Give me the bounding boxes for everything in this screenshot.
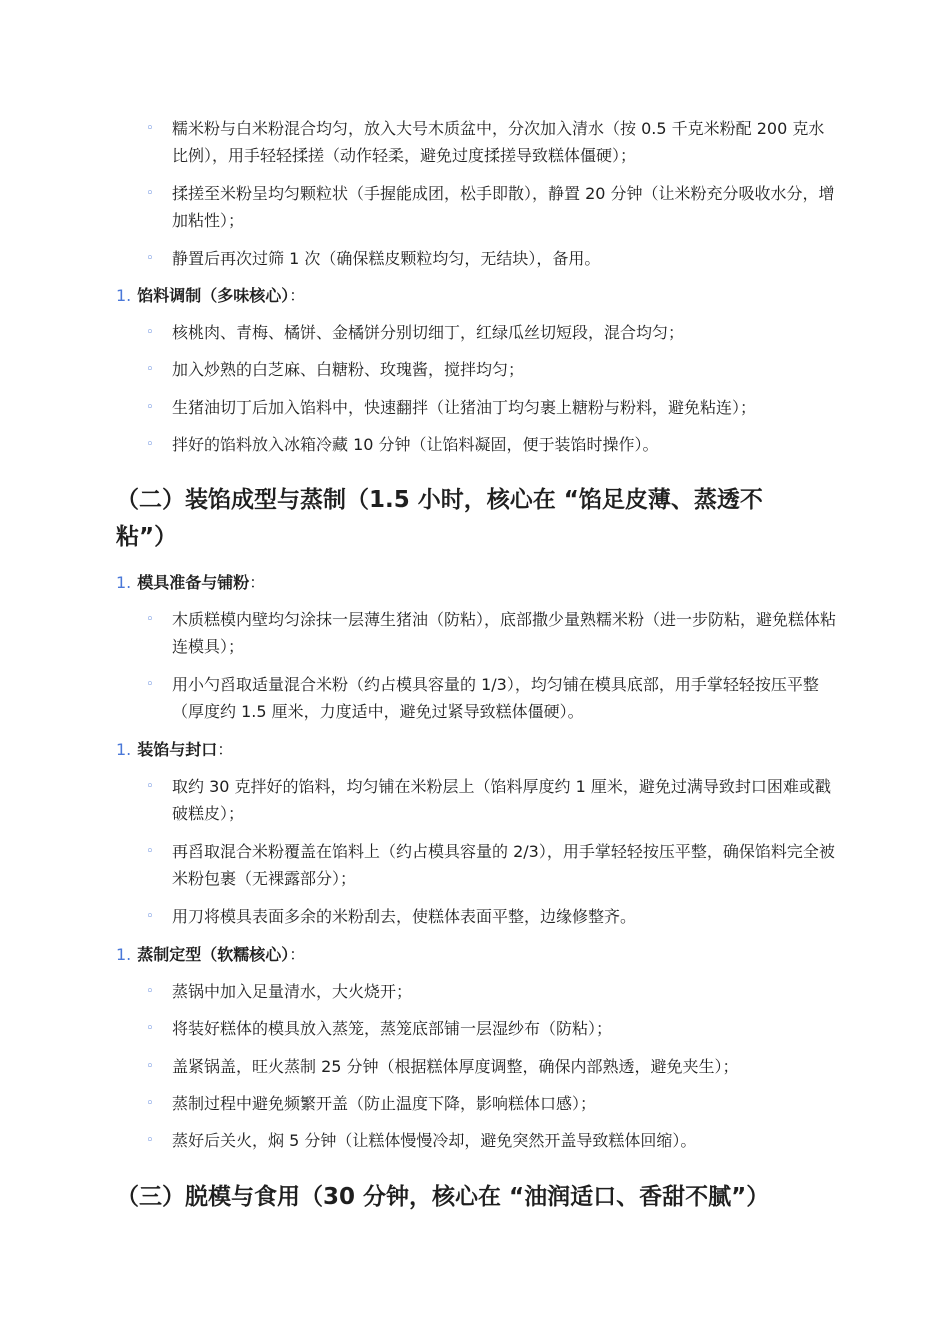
list-item: ◦ 木质糕模内壁均匀涂抹一层薄生猪油（防粘），底部撒少量熟糯米粉（进一步防粘，避免糕体粘连模具）； [172, 606, 838, 660]
list-number: 1. [116, 573, 132, 592]
list-item: ◦ 蒸好后关火，焖 5 分钟（让糕体慢慢冷却，避免突然开盖导致糕体回缩）。 [172, 1127, 838, 1154]
numbered-heading-steam [116, 941, 305, 968]
list-title: 蒸制定型（软糯核心） [137, 945, 290, 964]
list-colon: ： [217, 740, 234, 759]
list-item: ◦ 蒸制过程中避免频繁开盖（防止温度下降，影响糕体口感）； [172, 1090, 838, 1117]
list-item: ◦ 用小勺舀取适量混合米粉（约占模具容量的 1/3），均匀铺在模具底部，用手掌轻轻按压平整（厚度约 1.5 厘米，力度适中，避免过紧导致糕体僵硬）。 [172, 671, 838, 725]
list-title: 模具准备与铺粉 [137, 573, 250, 592]
list-item: ◦ 将装好糕体的模具放入蒸笼，蒸笼底部铺一层湿纱布（防粘）； [172, 1015, 838, 1042]
list-colon: ： [289, 286, 306, 305]
numbered-heading-filling [116, 282, 305, 309]
list-item: ◦ 盖紧锅盖，旺火蒸制 25 分钟（根据糕体厚度调整，确保内部熟透，避免夹生）； [172, 1053, 838, 1080]
numbered-heading-mold [116, 569, 265, 596]
list-item: ◦ 再舀取混合米粉覆盖在馅料上（约占模具容量的 2/3），用手掌轻轻按压平整，确保馅料完全被米粉包裹（无裸露部分）； [172, 838, 838, 892]
list-title: 装馅与封口 [137, 740, 218, 759]
list-item: ◦ 蒸锅中加入足量清水，大火烧开； [172, 978, 838, 1005]
list-item: ◦ 加入炒熟的白芝麻、白糖粉、玫瑰酱，搅拌均匀； [172, 356, 838, 383]
list-item: ◦ 取约 30 克拌好的馅料，均匀铺在米粉层上（馅料厚度约 1 厘米，避免过满导致封口困难或戳破糕皮）； [172, 773, 838, 827]
list-item: ◦ 核桃肉、青梅、橘饼、金橘饼分别切细丁，红绿瓜丝切短段，混合均匀； [172, 319, 838, 346]
list-number: 1. [116, 286, 132, 305]
list-title: 馅料调制（多味核心） [137, 286, 290, 305]
section-heading-3: （三）脱模与食用（30 分钟，核心在 “油润适口、香甜不腻”） [116, 1184, 770, 1210]
section-heading-2: （二）装馅成型与蒸制（1.5 小时，核心在 “馅足皮薄、蒸透不粘”） [116, 487, 763, 550]
numbered-heading-seal [116, 736, 233, 763]
list-item: ◦ 拌好的馅料放入冰箱冷藏 10 分钟（让馅料凝固，便于装馅时操作）。 [172, 431, 838, 458]
list-item: ◦ 生猪油切丁后加入馅料中，快速翻拌（让猪油丁均匀裹上糖粉与粉料，避免粘连）； [172, 394, 838, 421]
list-colon: ： [289, 945, 306, 964]
list-number: 1. [116, 740, 132, 759]
list-item: ◦ 用刀将模具表面多余的米粉刮去，使糕体表面平整，边缘修整齐。 [172, 903, 838, 930]
list-item: ◦ 揉搓至米粉呈均匀颗粒状（手握能成团，松手即散），静置 20 分钟（让米粉充分吸收水分，增加粘性）； [172, 180, 838, 234]
list-colon: ： [249, 573, 266, 592]
list-item: ◦ 静置后再次过筛 1 次（确保糕皮颗粒均匀，无结块），备用。 [172, 245, 838, 272]
list-number: 1. [116, 945, 132, 964]
list-item: ◦ 糯米粉与白米粉混合均匀，放入大号木质盆中，分次加入清水（按 0.5 千克米粉配 200 克水比例），用手轻轻揉搓（动作轻柔，避免过度揉搓导致糕体僵硬）； [172, 115, 838, 169]
